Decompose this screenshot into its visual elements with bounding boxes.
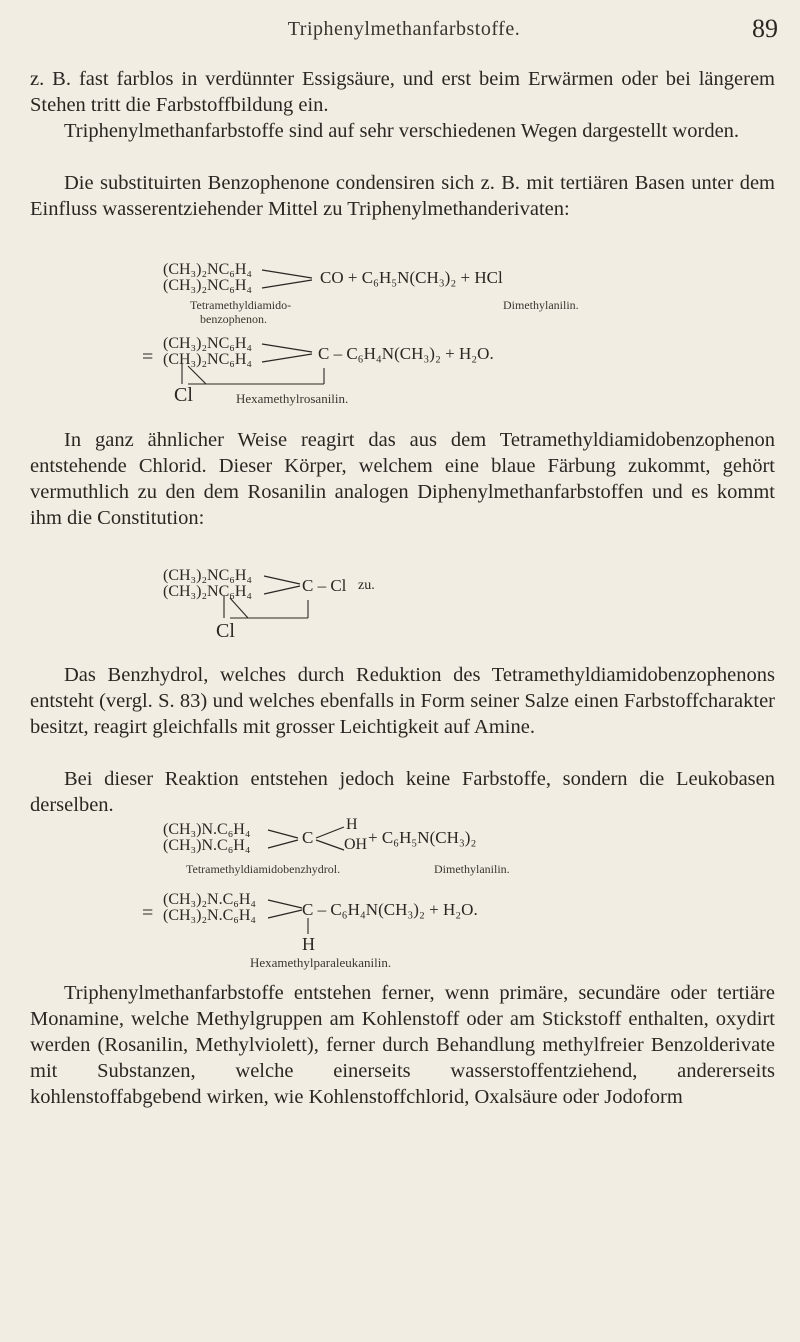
paragraph: In ganz ähnlicher Weise reagirt das aus dem Tetramethyldiamidobenzophenon entstehende Chlorid. Dieser Körper, welchem eine blaue Färbung zukommt, gehört vermuthlich zu den dem Rosanilin analogen Diphenylmethanfarbstoffen und es kommt ihm die Constitution: (30, 429, 775, 529)
equals-sign: = (142, 902, 154, 924)
formula-rest: C – C₆H₄N(CH₃)₂ + H₂O. (302, 900, 478, 919)
formula-group: (CH₃)N.C₆H₄ (163, 837, 251, 854)
formula-group: (CH₃)₂N.C₆H₄ (163, 907, 256, 924)
formula-chloride-constitution (0, 566, 800, 654)
formula-caption: Tetramethyldiamido- (190, 298, 292, 312)
formula-group: (CH₃)N.C₆H₄ (163, 821, 251, 838)
page-number: 89 (752, 14, 778, 43)
running-title: Triphenylmethanfarbstoffe. (287, 18, 521, 40)
ring-closure (176, 364, 336, 394)
formula-group: (CH₃)₂NC₆H₄ (163, 567, 252, 584)
formula-rest: CO + C₆H₅N(CH₃)₂ + HCl (320, 268, 503, 287)
bond-lines (262, 264, 322, 294)
hydrogen-atom: H (302, 934, 315, 954)
formula-hexamethylparaleukanilin (0, 890, 800, 970)
chlorine-atom: Cl (216, 620, 235, 642)
page-header (30, 14, 778, 54)
paragraph: Die substituirten Benzophenone condensiren sich z. B. mit tertiären Basen unter dem Einfluss wasserentziehender Mittel zu Triphenylmethanderivaten: (30, 172, 775, 220)
formula-benzophenone-condensation (0, 260, 800, 332)
paragraph: Das Benzhydrol, welches durch Reduktion des Tetramethyldiamidobenzophenons entsteht (vergl. S. 83) und welches ebenfalls in Form seiner Salze einen Farbstoffcharakter besitzt, reagirt gleichfalls mit grosser Leichtigkeit auf Amine. (30, 664, 775, 738)
formula-group: (CH₃)₂N.C₆H₄ (163, 891, 256, 908)
formula-rest: + C₆H₅N(CH₃)₂ (368, 828, 477, 847)
formula-caption: Dimethylanilin. (434, 862, 510, 876)
hydrogen-atom: H (346, 816, 358, 833)
formula-hexamethylrosanilin (0, 334, 800, 418)
carbon-atom: C (302, 828, 314, 847)
formula-caption: Tetramethyldiamidobenzhydrol. (186, 862, 341, 876)
formula-group: (CH₃)₂NC₆H₄ (163, 583, 252, 600)
formula-benzhydrol-reaction (0, 816, 800, 892)
formula-group: (CH₃)₂NC₆H₄ (163, 351, 252, 368)
formula-caption: Hexamethylparaleukanilin. (250, 955, 392, 970)
formula-group: (CH₃)₂NC₆H₄ (163, 277, 252, 294)
formula-caption: Hexamethylrosanilin. (236, 391, 349, 406)
formula-caption: benzophenon. (200, 312, 267, 326)
paragraph: Triphenylmethanfarbstoffe sind auf sehr verschiedenen Wegen dargestellt worden. (64, 120, 740, 142)
equals-sign: = (142, 346, 154, 368)
paragraph: Bei dieser Reaktion entstehen jedoch keine Farbstoffe, sondern die Leukobasen derselben. (30, 768, 775, 816)
paragraph: z. B. fast farblos in verdünnter Essigsäure, und erst beim Erwärmen oder bei längerem Stehen tritt die Farbstoffbildung ein. (30, 68, 775, 116)
formula-caption: Dimethylanilin. (503, 298, 579, 312)
paragraph: Triphenylmethanfarbstoffe entstehen ferner, wenn primäre, secundäre oder tertiäre Monamine, welche Methylgruppen am Kohlenstoff oder am Stickstoff enthalten, oxydirt werden (Rosanilin, Methylviolett), ferner durch Behandlung methylfreier Benzolderivate mit Substanzen, welche einerseits wasserstoffentziehend, andererseits kohlenstoffabgebend wirken, wie Kohlenstoffchlorid, Oxalsäure oder Jodoform (30, 982, 775, 1108)
formula-rest: zu. (358, 578, 375, 593)
formula-rest: C – Cl (302, 576, 347, 595)
hydroxyl-group: OH (344, 836, 368, 853)
chlorine-atom: Cl (174, 384, 193, 406)
formula-group: (CH₃)₂NC₆H₄ (163, 261, 252, 278)
formula-rest: C – C₆H₄N(CH₃)₂ + H₂O. (318, 344, 494, 363)
formula-group: (CH₃)₂NC₆H₄ (163, 335, 252, 352)
